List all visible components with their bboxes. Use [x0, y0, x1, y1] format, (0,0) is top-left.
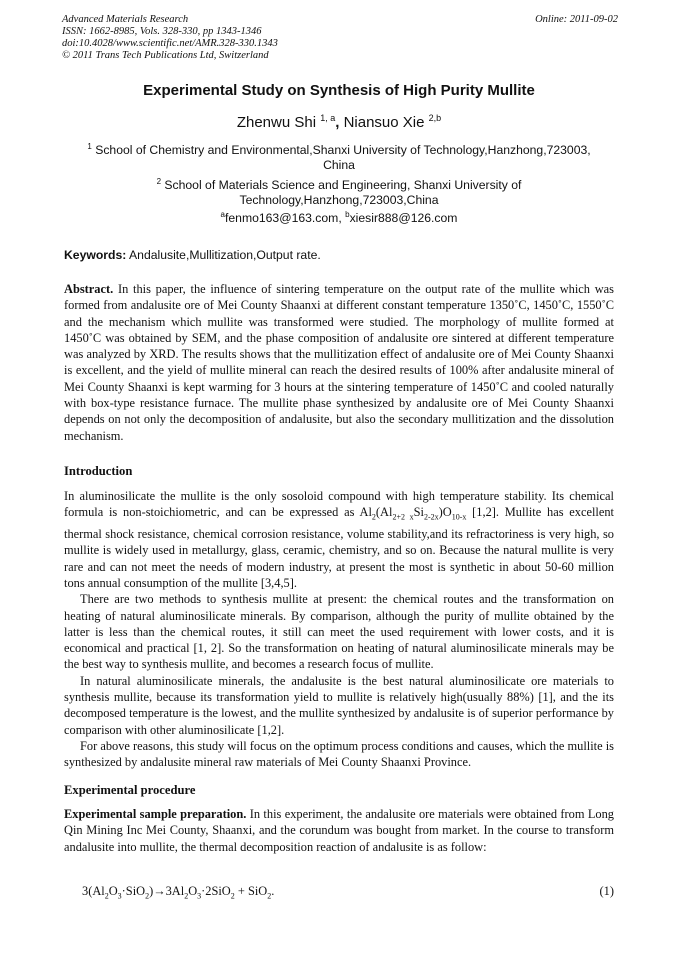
copyright-line: © 2011 Trans Tech Publications Ltd, Switzerland: [62, 50, 269, 61]
experimental-body: [64, 806, 614, 855]
abstract-label: Abstract.: [64, 282, 114, 296]
introduction-body: [64, 488, 614, 771]
email-superscript: b: [345, 210, 350, 219]
paragraph: For above reasons, this study will focus on the optimum process conditions and causes, which the mullite is synthesized by andalusite mineral raw materials of Mei County Shaanxi Province.: [64, 738, 614, 770]
affiliation-superscript: 1: [87, 142, 92, 151]
subsection-text: In this experiment, the andalusite ore materials were obtained from Long Qin Mining Inc Mei County, Shaanxi, and the corundum was bought from market. In the course to transform andalusite into mullite, the thermal decomposition reaction of andalusite is as follow:: [64, 807, 614, 854]
author-name: Zhenwu Shi: [236, 114, 317, 131]
author-separator: ,: [335, 114, 344, 131]
affiliation-1: [70, 139, 608, 173]
affiliation-2: [70, 174, 608, 208]
author-list: [40, 113, 638, 131]
affiliation-text: School of Chemistry and Environmental,Shanxi University of Technology,Hanzhong,723003, China: [95, 143, 591, 173]
author-superscript: 1, a: [320, 113, 336, 123]
keywords-label: Keywords:: [64, 248, 127, 262]
doi-line: doi:10.4028/www.scientific.net/AMR.328-330.1343: [62, 38, 278, 49]
abstract: [64, 281, 614, 444]
experimental-heading: Experimental procedure: [64, 783, 196, 797]
subsection-label: Experimental sample preparation.: [64, 807, 247, 821]
online-date: Online: 2011-09-02: [535, 14, 618, 25]
paper-title: Experimental Study on Synthesis of High Purity Mullite: [143, 82, 535, 99]
paragraph: In natural aluminosilicate minerals, the andalusite is the best natural aluminosilicate ore materials to synthesis mullite, because its transformation yield to mullite is relatively high(usually 88%) [1], and the its decomposed temperature is the lowest, and the mullite synthesized by andalusite is of superior performance by comparison with other aluminosilicate [1,2].: [64, 673, 614, 737]
keywords: [64, 248, 614, 262]
affiliation-superscript: 2: [156, 177, 162, 186]
paragraph: There are two methods to synthesis mullite at present: the chemical routes and the transformation on heating of natural aluminosilicate minerals. By comparison, although the purity of mullite obtained by the latter is less than the chemical routes, it still can meet the used requirement with lower costs, and it is economical and practical [1, 2]. So the transformation on heating of natural aluminosilicate minerals may be the best way to synthesis mullite, and becomes a research focus of mullite.: [64, 592, 614, 672]
equation-body: $3(Al_2O_3\cdot SiO_2)\to 3Al_2O_3\cdot 2SiO_2 + SiO_2$.: [82, 884, 275, 901]
affiliation-text: School of Materials Science and Engineering, Shanxi University of Technology,Hanzhong,723003,China: [164, 178, 522, 208]
abstract-text: In this paper, the influence of sintering temperature on the output rate of the mullite which was formed from andalusite ore of Mei County Shaanxi at different constant temperature 1350˚C, 1450˚C, 1550˚C and the mechanism which mullite was transformed were studied. The morphology of mullite formed at 1450˚C was obtained by SEM, and the phase composition of andalusite ore sintered at different temperature was analyzed by XRD. The results shows that the mullitization effect of andalusite ore of Mei County Shaanxi is excellent, and the yield of mullite mineral can reach the desired results of 100% after andalusite mineral of Mei County Shaanxi is kept warming for 3 hours at the sintering temperature of 1450˚C and cooled naturally with box-type resistance furnace. The mullite phase synthesized by andalusite ore of Mei County Shaanxi depends on not only the decomposition of andalusite, but also the secondary mullitization and the dissolution mechanism.: [64, 282, 614, 443]
equation-1: [82, 884, 614, 900]
introduction-heading: Introduction: [64, 464, 133, 478]
author-name: Niansuo Xie: [343, 114, 425, 131]
journal-header: [62, 14, 618, 62]
keywords-text: Andalusite,Mullitization,Output rate.: [129, 248, 321, 262]
email-separator: ,: [338, 211, 346, 226]
journal-name: Advanced Materials Research: [62, 14, 189, 25]
paragraph: In aluminosilicate the mullite is the only sosoloid compound with high temperature stability. Its chemical formula is non-stoichiometric, and can be expressed as $Al_2(Al_{2+2 x}Si_{2-2x})O_{10-x}$ [1,2]. Mullite has excellent thermal shock resistance, chemical corrosion resistance, volume stability,and its refractoriness is very high, so mullite is widely used in metallurgy, glass, ceramic, chemistry, and so on. Because the natural mullite is very rare and can not meet the needs of modern industry, at present the most is synthetic in about 50-60 million tons annual consumption of the mullite [3,4,5].: [64, 489, 614, 590]
email-address: fenmo163@163.com: [225, 211, 339, 226]
author-superscript: 2,b: [428, 113, 442, 123]
email-line: [70, 210, 608, 225]
equation-number: (1): [599, 884, 614, 898]
email-superscript: a: [220, 210, 225, 219]
email-address: xiesir888@126.com: [349, 211, 458, 226]
issn-line: ISSN: 1662-8985, Vols. 328-330, pp 1343-1346: [62, 26, 262, 37]
